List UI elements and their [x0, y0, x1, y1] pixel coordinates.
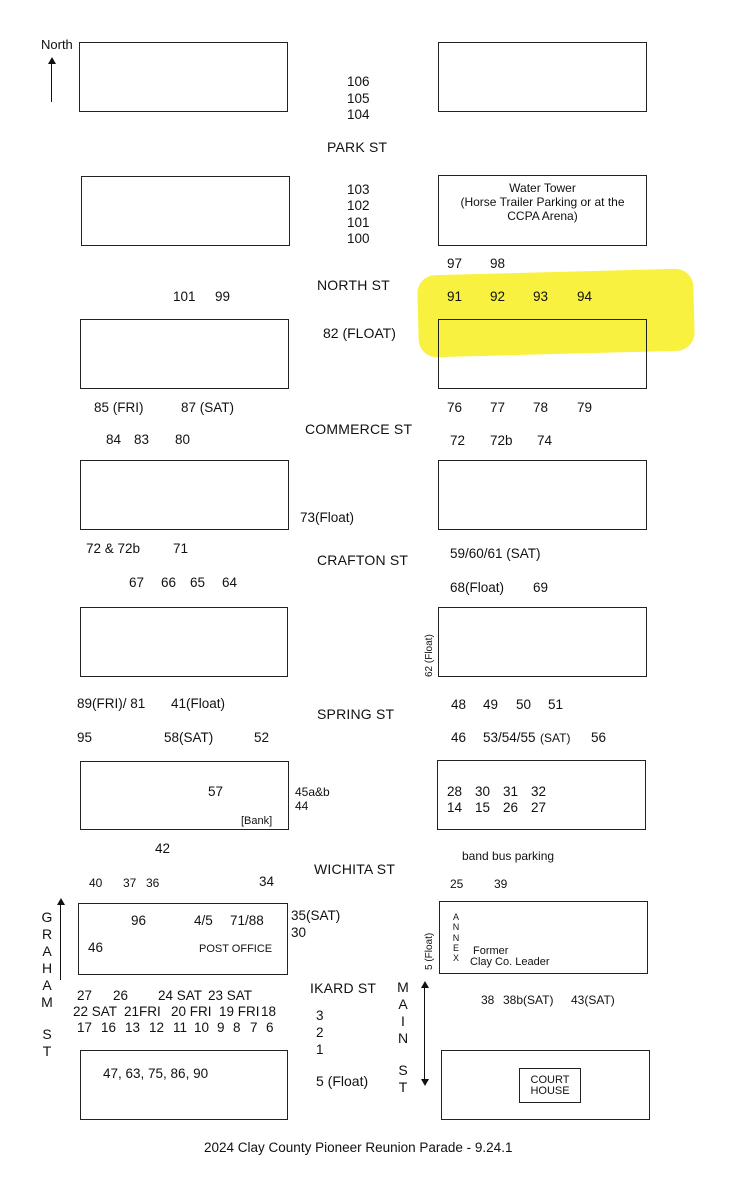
block-left-5 [80, 607, 288, 677]
right-78: 78 [533, 400, 549, 415]
left-row17-7: 8 [233, 1020, 241, 1035]
band-bus-parking: band bus parking [462, 849, 555, 863]
left-71-88: 71/88 [230, 913, 264, 928]
right-38b-sat: 38b(SAT) [503, 993, 554, 1007]
right-72b: 72b [490, 433, 513, 448]
center-float-82: 82 (FLOAT) [323, 325, 396, 341]
center-44: 44 [295, 799, 309, 813]
block-right-3 [438, 319, 647, 389]
right-27: 27 [531, 800, 547, 815]
street-graham-st: S T [42, 1026, 52, 1059]
left-96: 96 [131, 913, 147, 928]
center-float-62: 62 (Float) [424, 634, 435, 677]
left-row17-9: 6 [266, 1020, 274, 1035]
center-2: 2 [316, 1025, 324, 1040]
left-36: 36 [146, 876, 160, 890]
left-58: 58(SAT) [164, 730, 214, 745]
left-row17-5: 10 [194, 1020, 210, 1035]
right-69: 69 [533, 580, 549, 595]
left-row17-2: 13 [125, 1020, 141, 1035]
left-71: 71 [173, 541, 189, 556]
right-93: 93 [533, 289, 549, 304]
right-39: 39 [494, 877, 508, 891]
left-4-5: 4/5 [194, 913, 213, 928]
center-1: 1 [316, 1042, 324, 1057]
right-49: 49 [483, 697, 499, 712]
left-66: 66 [161, 575, 177, 590]
water-tower-line1: Water Tower [509, 181, 576, 195]
court-house-line1: COURT [530, 1074, 570, 1086]
north-label: North [41, 37, 73, 52]
left-row17-1: 16 [101, 1020, 117, 1035]
left-80: 80 [175, 432, 191, 447]
left-41: 41(Float) [171, 696, 226, 711]
left-57: 57 [208, 784, 224, 799]
left-85: 85 (FRI) [94, 400, 144, 415]
block-left-2 [81, 176, 290, 246]
left-row22-3: 19 FRI [219, 1004, 260, 1019]
center-float-5-vertical: 5 (Float) [424, 932, 435, 970]
center-102: 102 [347, 198, 370, 213]
right-77: 77 [490, 400, 506, 415]
left-64: 64 [222, 575, 238, 590]
main-arrow-head-down [421, 1079, 429, 1086]
right-98: 98 [490, 256, 506, 271]
street-main-st: S T [398, 1062, 408, 1095]
left-37: 37 [123, 876, 137, 890]
right-31: 31 [503, 784, 519, 799]
left-row17-6: 9 [217, 1020, 225, 1035]
center-103: 103 [347, 182, 370, 197]
water-tower-line2: (Horse Trailer Parking or at the [460, 195, 625, 209]
graham-arrow-head [57, 898, 65, 905]
north-arrow-head [48, 57, 56, 64]
right-32: 32 [531, 784, 547, 799]
left-row22-0: 22 SAT [73, 1004, 118, 1019]
street-park: PARK ST [327, 139, 388, 155]
street-commerce: COMMERCE ST [305, 421, 413, 437]
left-72: 72 & 72b [86, 541, 141, 556]
center-float-73: 73(Float) [300, 510, 355, 525]
left-row27-2: 24 SAT [158, 988, 203, 1003]
block-right-1 [438, 42, 647, 112]
right-53-54-55-sat: (SAT) [540, 731, 571, 745]
right-14: 14 [447, 800, 463, 815]
right-25: 25 [450, 877, 464, 891]
right-51: 51 [548, 697, 564, 712]
left-52: 52 [254, 730, 270, 745]
left-42: 42 [155, 841, 171, 856]
right-30: 30 [475, 784, 491, 799]
court-house-line2: HOUSE [530, 1085, 570, 1097]
right-74: 74 [537, 433, 553, 448]
right-56: 56 [591, 730, 607, 745]
left-95: 95 [77, 730, 93, 745]
right-43-sat: 43(SAT) [571, 993, 615, 1007]
post-office-label: POST OFFICE [199, 943, 273, 955]
center-3: 3 [316, 1008, 324, 1023]
left-89: 89(FRI)/ 81 [77, 696, 146, 711]
block-right-5 [438, 607, 647, 677]
street-spring: SPRING ST [317, 706, 395, 722]
street-graham: G R A H A M [41, 909, 53, 1010]
center-105: 105 [347, 91, 370, 106]
block-left-4 [80, 460, 289, 530]
right-48: 48 [451, 697, 467, 712]
center-101: 101 [347, 215, 370, 230]
center-100: 100 [347, 231, 370, 246]
left-row27-3: 23 SAT [208, 988, 253, 1003]
right-79: 79 [577, 400, 593, 415]
center-float-5: 5 (Float) [316, 1073, 369, 1089]
left-row22-4: 18 [261, 1004, 277, 1019]
left-row17-3: 12 [149, 1020, 165, 1035]
street-ikard: IKARD ST [310, 980, 377, 996]
center-45ab: 45a&b [295, 785, 330, 799]
block-left-1 [79, 42, 288, 112]
right-26: 26 [503, 800, 519, 815]
map-caption: 2024 Clay County Pioneer Reunion Parade - 9.24.1 [204, 1140, 513, 1155]
right-68-float: 68(Float) [450, 580, 505, 595]
graham-arrow-shaft [60, 905, 61, 980]
street-crafton: CRAFTON ST [317, 552, 409, 568]
center-35sat: 35(SAT) [291, 908, 341, 923]
left-46: 46 [88, 940, 104, 955]
right-53-54-55: 53/54/55 [483, 730, 536, 745]
right-28: 28 [447, 784, 463, 799]
block-right-4 [438, 460, 647, 530]
left-row27-1: 26 [113, 988, 129, 1003]
left-row17-8: 7 [250, 1020, 258, 1035]
right-50: 50 [516, 697, 532, 712]
left-bank: [Bank] [241, 815, 273, 827]
former-line1: Former [473, 945, 509, 957]
left-83: 83 [134, 432, 150, 447]
left-row17-4: 11 [173, 1020, 188, 1035]
left-bottom-list: 47, 63, 75, 86, 90 [103, 1066, 209, 1081]
left-99: 99 [215, 289, 231, 304]
court-house-box [519, 1068, 581, 1103]
street-main: M A I N [397, 979, 409, 1046]
main-arrow-shaft [424, 988, 425, 1080]
right-38: 38 [481, 993, 495, 1007]
right-46: 46 [451, 730, 467, 745]
left-67: 67 [129, 575, 145, 590]
north-arrow-shaft [51, 64, 52, 102]
right-72: 72 [450, 433, 466, 448]
block-left-8 [80, 1050, 288, 1120]
right-92: 92 [490, 289, 506, 304]
main-arrow-head-up [421, 981, 429, 988]
left-87: 87 (SAT) [181, 400, 235, 415]
right-59-60-61: 59/60/61 (SAT) [450, 546, 541, 561]
left-row22-2: 20 FRI [171, 1004, 212, 1019]
right-91: 91 [447, 289, 463, 304]
left-40: 40 [89, 876, 103, 890]
left-row27-0: 27 [77, 988, 93, 1003]
right-94: 94 [577, 289, 593, 304]
left-row17-0: 17 [77, 1020, 93, 1035]
block-left-3 [80, 319, 289, 389]
street-wichita: WICHITA ST [314, 861, 396, 877]
right-97: 97 [447, 256, 463, 271]
left-84: 84 [106, 432, 122, 447]
left-65: 65 [190, 575, 206, 590]
right-15: 15 [475, 800, 491, 815]
center-106: 106 [347, 74, 370, 89]
right-76: 76 [447, 400, 463, 415]
center-104: 104 [347, 107, 370, 122]
center-30: 30 [291, 925, 307, 940]
left-row22-1: 21FRI [124, 1004, 161, 1019]
annex-label: A N N E X [452, 912, 460, 964]
water-tower-line3: CCPA Arena) [507, 209, 578, 223]
former-line2: Clay Co. Leader [470, 956, 550, 968]
left-101: 101 [173, 289, 196, 304]
left-34: 34 [259, 874, 275, 889]
street-north: NORTH ST [317, 277, 390, 293]
